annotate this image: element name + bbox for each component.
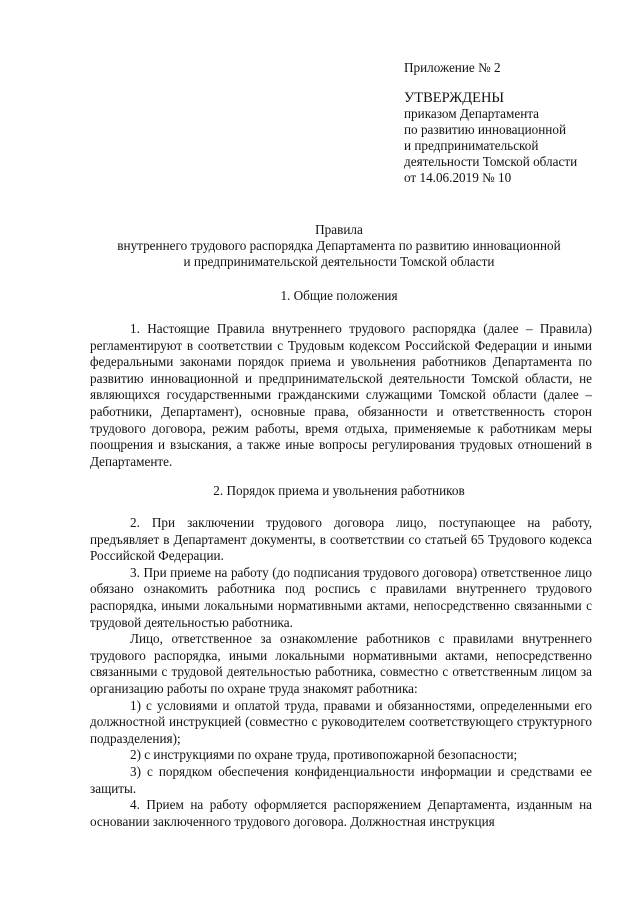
title-line: внутреннего трудового распорядка Департамента по развитию инновационной — [117, 238, 561, 253]
approval-line: и предпринимательской — [404, 138, 539, 153]
approved-label: УТВЕРЖДЕНЫ — [404, 90, 505, 106]
document-title — [86, 222, 592, 270]
paragraph: 3. При приеме на работу (до подписания трудового договора) ответственное лицо обязано ознакомить работника под роспись с правилами внутреннего трудового распорядка, иными локальными нормативными актами, непосредственно связанными с трудовой деятельностью работника. — [90, 564, 592, 630]
appendix-label: Приложение № 2 — [404, 60, 501, 75]
approval-line: деятельности Томской области — [404, 154, 578, 169]
approval-stamp — [404, 60, 577, 186]
section-body — [90, 321, 592, 470]
paragraph: 2. При заключении трудового договора лицо, поступающее на работу, предъявляет в Департамент документы, в соответствии со статьей 65 Трудового кодекса Российской Федерации. — [90, 515, 592, 564]
approval-line: по развитию инновационной — [404, 122, 567, 137]
title-line: Правила — [315, 222, 363, 237]
approval-line: от 14.06.2019 № 10 — [404, 170, 512, 185]
section-body — [90, 515, 592, 830]
section-heading: 2. Порядок приема и увольнения работников — [213, 483, 465, 498]
list-item: 3) с порядком обеспечения конфиденциальности информации и средствами ее защиты. — [90, 763, 592, 796]
paragraph: 1. Настоящие Правила внутреннего трудового распорядка (далее – Правила) регламентируют в соответствии с Трудовым кодексом Российской Федерации и иными федеральными законами порядок приема и увольнения работников Департамента по развитию инновационной и предпринимательской деятельности Томской области, не являющихся государственными гражданскими служащими Томской области (далее – работники, Департамент), основные права, обязанности и ответственность сторон трудового договора, режим работы, время отдыха, применяемые к работникам меры поощрения и взыскания, а также иные вопросы регулирования трудовых отношений в Департаменте. — [90, 321, 592, 469]
paragraph: Лицо, ответственное за ознакомление работников с правилами внутреннего трудового распорядка, иными локальными нормативными актами, непосредственно связанными с трудовой деятельностью работника, совместно с ответственным лицом за организацию работы по охране труда знакомят работника: — [90, 631, 592, 696]
list-item: 2) с инструкциями по охране труда, противопожарной безопасности; — [130, 747, 518, 763]
list-item: 1) с условиями и оплатой труда, правами и обязанностями, определенными его должностной инструкцией (совместно с руководителем соответствующего структурного подразделения); — [90, 697, 592, 746]
title-line: и предпринимательской деятельности Томской области — [183, 254, 495, 269]
approval-line: приказом Департамента — [404, 106, 540, 121]
paragraph: 4. Прием на работу оформляется распоряжением Департамента, изданным на основании заключенного трудового договора. Должностная инструкция — [90, 797, 592, 829]
section-heading: 1. Общие положения — [280, 288, 398, 303]
